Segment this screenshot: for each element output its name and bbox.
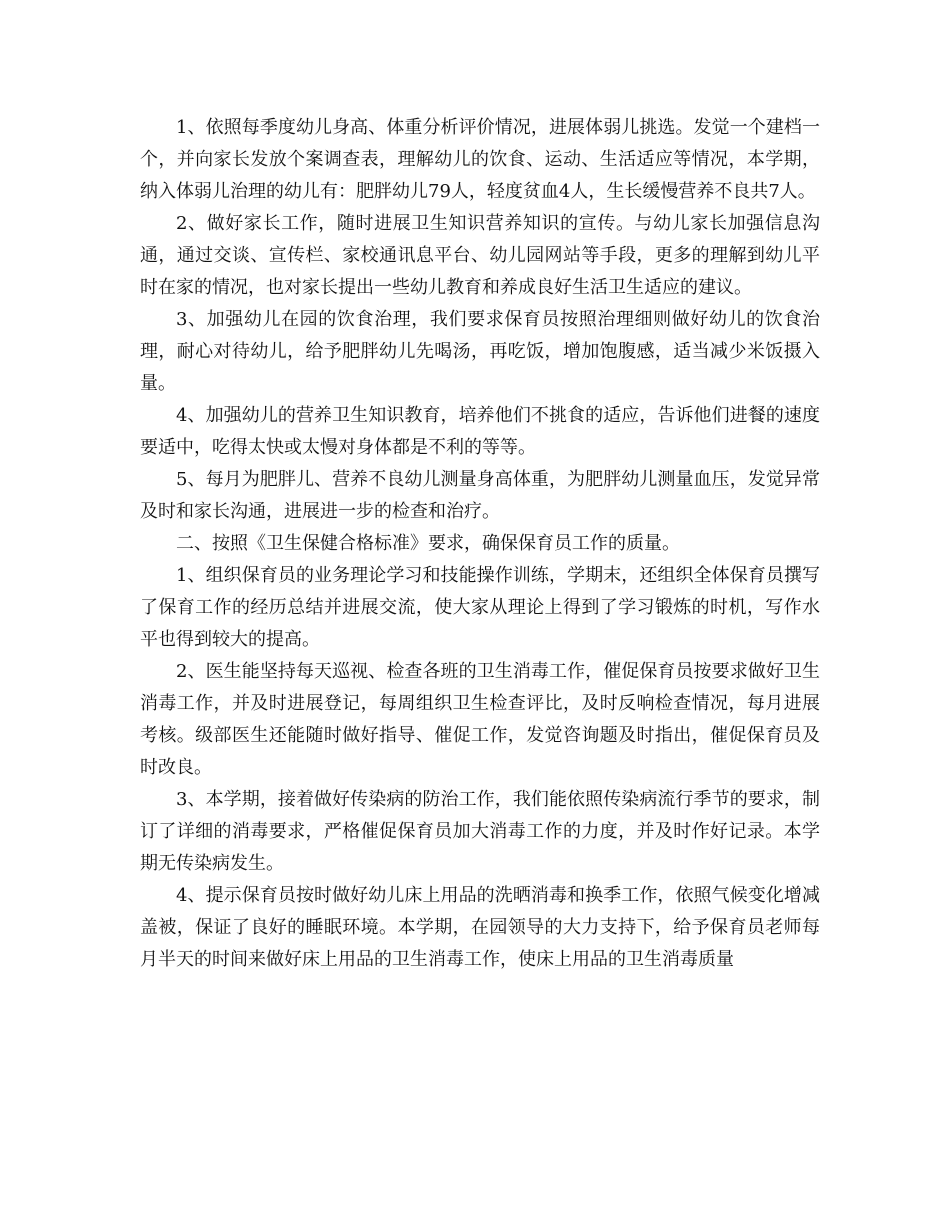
document-page [140, 112, 820, 976]
paragraph-diet-management: 3、加强幼儿在园的饮食治理，我们要求保育员按照治理细则做好幼儿的饮食治理，耐心对待幼儿，给予肥胖幼儿先喝汤，再吃饭，增加饱腹感，适当减少米饭摄入量。 [140, 309, 820, 394]
paragraph-bedding-hygiene: 4、提示保育员按时做好幼儿床上用品的洗晒消毒和换季工作，依照气候变化增减盖被，保证了良好的睡眠环境。本学期，在园领导的大力支持下，给予保育员老师每月半天的时间来做好床上用品的卫生消毒工作，使床上用品的卫生消毒质量 [140, 885, 820, 970]
paragraph-nutrition-education: 4、加强幼儿的营养卫生知识教育，培养他们不挑食的适应，告诉他们进餐的速度要适中，吃得太快或太慢对身体都是不利的等等。 [140, 405, 820, 458]
section-heading-quality: 二、按照《卫生保健合格标准》要求，确保保育员工作的质量。 [176, 533, 680, 554]
paragraph-infection-control: 3、本学期，接着做好传染病的防治工作，我们能依照传染病流行季节的要求，制订了详细的消毒要求，严格催促保育员加大消毒工作的力度，并及时作好记录。本学期无传染病发生。 [140, 789, 820, 874]
paragraph-parent-work: 2、做好家长工作，随时进展卫生知识营养知识的宣传。与幼儿家长加强信息沟通，通过交谈、宣传栏、家校通讯息平台、幼儿园网站等手段，更多的理解到幼儿平时在家的情况，也对家长提出一些幼儿教育和养成良好生活卫生适应的建议。 [140, 213, 820, 298]
paragraph-staff-training: 1、组织保育员的业务理论学习和技能操作训练，学期末，还组织全体保育员撰写了保育工作的经历总结并进展交流，使大家从理论上得到了学习锻炼的时机，写作水平也得到较大的提高。 [140, 565, 820, 650]
paragraph-daily-inspection: 2、医生能坚持每天巡视、检查各班的卫生消毒工作，催促保育员按要求做好卫生消毒工作，并及时进展登记，每周组织卫生检查评比，及时反响检查情况，每月进展考核。级部医生还能随时做好指导、催促工作，发觉咨询题及时指出，催促保育员及时改良。 [140, 661, 820, 778]
paragraph-physique-screening: 1、依照每季度幼儿身高、体重分析评价情况，进展体弱儿挑选。发觉一个建档一个，并向家长发放个案调查表，理解幼儿的饮食、运动、生活适应等情况，本学期，纳入体弱儿治理的幼儿有：肥胖幼儿79人，轻度贫血4人，生长缓慢营养不良共7人。 [140, 117, 820, 202]
paragraph-monthly-measurement: 5、每月为肥胖儿、营养不良幼儿测量身高体重，为肥胖幼儿测量血压，发觉异常及时和家长沟通，进展进一步的检查和治疗。 [140, 469, 820, 522]
